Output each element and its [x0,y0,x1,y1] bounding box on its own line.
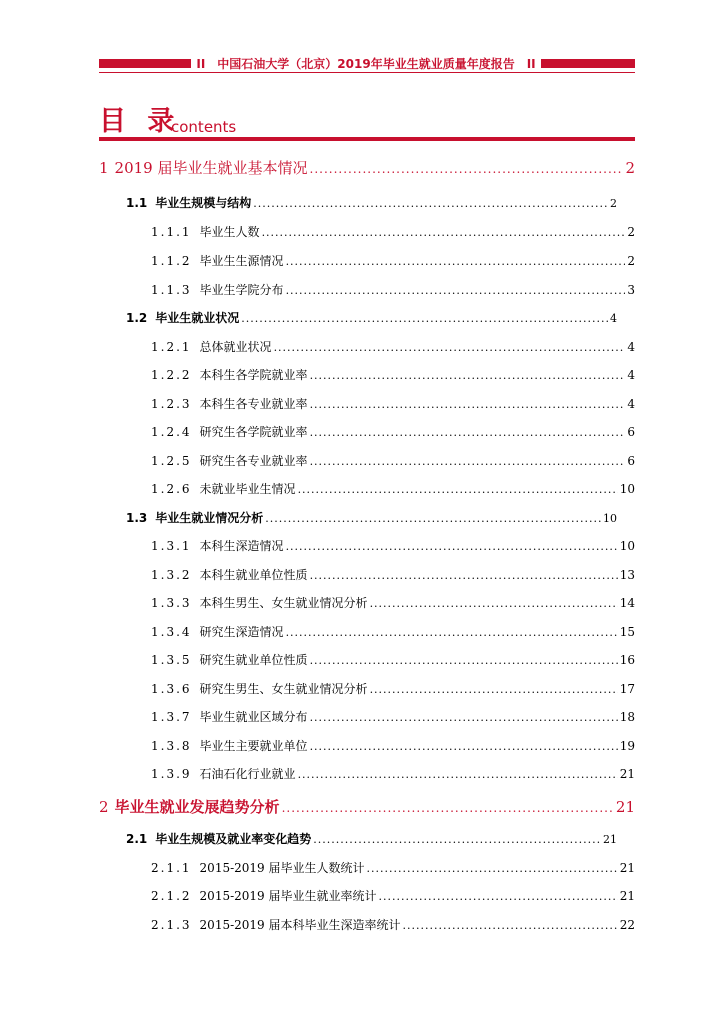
toc-entry-page: 2 [627,225,635,239]
toc-entry-2-1[interactable] [126,830,617,847]
toc-entry-number: 2 [99,798,109,816]
toc-entry-number: 2.1.2 [151,889,192,903]
toc-heading-main: 目 录 [99,106,181,137]
toc-entry-page: 2 [627,254,635,268]
toc-entry-page: 21 [619,889,635,903]
toc-entry-page: 2 [625,159,635,177]
toc-leader-dots [265,512,601,525]
toc-entry-title: 研究生男生、女生就业情况分析 [199,682,368,696]
header-rule [99,72,635,73]
toc-entry-1-3-3[interactable] [151,594,635,611]
toc-entry-page: 21 [615,798,635,816]
toc-entry-number: 1.3.6 [151,682,192,696]
toc-entry-1-3-4[interactable] [151,623,635,640]
toc-leader-dots [310,369,626,382]
toc-entry-title: 本科生各专业就业率 [199,397,308,411]
toc-entry-1-2-6[interactable] [151,480,635,497]
toc-entry-page: 10 [619,539,635,553]
toc-entry-page: 19 [619,739,635,753]
toc-entry-number: 1 [99,159,109,177]
toc-entry-page: 22 [619,918,635,932]
toc-entry-1-1-2[interactable] [151,252,635,269]
toc-leader-dots [310,398,626,411]
toc-entry-number: 2.1 [126,832,148,846]
toc-entry-number: 1.1.1 [151,225,192,239]
toc-leader-dots [310,455,626,468]
toc-entry-title: 毕业生就业情况分析 [155,511,264,525]
toc-entry-title: 毕业生就业发展趋势分析 [114,798,280,816]
toc-entry-number: 2.1.3 [151,918,192,932]
toc-entry-title: 研究生各学院就业率 [199,425,308,439]
toc-entry-page: 4 [627,397,635,411]
toc-entry-number: 1.3.1 [151,539,192,553]
toc-entry-title: 毕业生生源情况 [199,254,284,268]
toc-leader-dots [313,833,601,846]
toc-entry-title: 毕业生就业状况 [155,311,240,325]
toc-leader-dots [286,540,618,553]
toc-entry-1-1[interactable] [126,194,617,211]
toc-entry-page: 13 [619,568,635,582]
toc-entry-1-1-1[interactable] [151,223,635,240]
toc-entry-number: 1.3 [126,511,148,525]
toc-entry-title: 2015-2019 届本科毕业生深造率统计 [199,918,401,932]
toc-entry-title: 本科生男生、女生就业情况分析 [199,596,368,610]
toc-entry-number: 1.3.2 [151,568,192,582]
toc-entry-1-3-5[interactable] [151,651,635,668]
toc-leader-dots [298,768,618,781]
toc-entry-number: 1.1 [126,196,148,210]
toc-entry-number: 1.3.4 [151,625,192,639]
toc-entry-number: 1.1.3 [151,283,192,297]
toc-entry-1-2-2[interactable] [151,366,635,383]
toc-leader-dots [370,683,618,696]
toc-entry-page: 6 [627,425,635,439]
toc-entry-title: 2019 届毕业生就业基本情况 [114,159,308,177]
toc-entry-title: 2015-2019 届毕业生就业率统计 [199,889,377,903]
toc-leader-dots [282,801,614,815]
toc-entry-page: 3 [627,283,635,297]
toc-entry-title: 2015-2019 届毕业生人数统计 [199,861,365,875]
toc-entry-1-2-3[interactable] [151,395,635,412]
toc-entry-1-3-6[interactable] [151,680,635,697]
toc-leader-dots [379,890,618,903]
toc-entry-1-3-1[interactable] [151,537,635,554]
toc-entry-title: 石油石化行业就业 [199,767,296,781]
toc-leader-dots [403,919,618,932]
toc-entry-page: 15 [619,625,635,639]
header-title: II 中国石油大学（北京）2019年毕业生就业质量年度报告 II [196,57,536,71]
toc-leader-dots [298,483,618,496]
toc-entry-1-2-5[interactable] [151,452,635,469]
toc-leader-dots [274,341,626,354]
toc-leader-dots [286,626,618,639]
toc-leader-dots [286,284,626,297]
toc-entry-1-2-4[interactable] [151,423,635,440]
toc-entry-title: 本科生各学院就业率 [199,368,308,382]
toc-entry-page: 21 [619,861,635,875]
toc-entry-1-3-2[interactable] [151,566,635,583]
toc-entry-page: 18 [619,710,635,724]
toc-entry-2-1-3[interactable] [151,916,635,933]
toc-entry-number: 1.2.3 [151,397,192,411]
toc-entry-number: 1.3.9 [151,767,192,781]
toc-leader-dots [310,569,618,582]
toc-entry-title: 总体就业状况 [199,340,272,354]
toc-entry-number: 1.3.8 [151,739,192,753]
toc-entry-title: 研究生各专业就业率 [199,454,308,468]
toc-entry-page: 16 [619,653,635,667]
toc-entry-page: 2 [610,197,617,210]
toc-entry-2-1-2[interactable] [151,887,635,904]
toc-entry-page: 10 [619,482,635,496]
toc-leader-dots [310,654,618,667]
toc-entry-page: 10 [603,512,617,525]
toc-leader-dots [310,162,624,176]
toc-entry-title: 毕业生主要就业单位 [199,739,308,753]
toc-entry-number: 1.3.3 [151,596,192,610]
toc-entry-1-3[interactable] [126,509,617,526]
toc-entry-2-1-1[interactable] [151,859,635,876]
toc-entry-page: 21 [619,767,635,781]
toc-entry-1-3-8[interactable] [151,737,635,754]
toc-entry-1-3-7[interactable] [151,708,635,725]
toc-entry-title: 毕业生就业区域分布 [199,710,308,724]
toc-entry-title: 毕业生规模及就业率变化趋势 [155,832,312,846]
toc-entry-1-1-3[interactable] [151,281,635,298]
header-bar-right [541,59,635,68]
toc-entry-number: 1.3.7 [151,710,192,724]
toc-heading-rule [99,137,635,141]
toc-leader-dots [370,597,618,610]
toc-entry-title: 毕业生规模与结构 [155,196,252,210]
toc-entry-title: 未就业毕业生情况 [199,482,296,496]
toc-entry-1-2[interactable] [126,309,617,326]
toc-entry-number: 2.1.1 [151,861,192,875]
toc-entry-title: 毕业生人数 [199,225,260,239]
toc-leader-dots [310,426,626,439]
toc-entry-1-2-1[interactable] [151,338,635,355]
page-header [99,54,635,76]
toc-leader-dots [253,197,608,210]
toc-entry-title: 本科生就业单位性质 [199,568,308,582]
toc-entry-number: 1.2.6 [151,482,192,496]
toc-entry-page: 4 [627,340,635,354]
toc-entry-page: 4 [627,368,635,382]
toc-leader-dots [286,255,626,268]
toc-entry-1[interactable] [99,157,635,178]
toc-entry-page: 4 [610,312,617,325]
toc-entry-2[interactable] [99,796,635,817]
toc-leader-dots [241,312,608,325]
toc-entry-number: 1.3.5 [151,653,192,667]
header-bar-left [99,59,191,68]
toc-entry-title: 研究生就业单位性质 [199,653,308,667]
toc-entry-title: 研究生深造情况 [199,625,284,639]
toc-entry-page: 14 [619,596,635,610]
toc-entry-page: 21 [603,833,617,846]
toc-leader-dots [367,862,618,875]
toc-entry-number: 1.1.2 [151,254,192,268]
toc-entry-number: 1.2.1 [151,340,192,354]
toc-entry-page: 17 [619,682,635,696]
toc-entry-number: 1.2.5 [151,454,192,468]
toc-leader-dots [310,711,618,724]
toc-heading [99,106,635,140]
toc-leader-dots [310,740,618,753]
toc-heading-sub: contents [171,118,237,136]
toc-entry-title: 本科生深造情况 [199,539,284,553]
toc-entry-title: 毕业生学院分布 [199,283,284,297]
toc-entry-number: 1.2.2 [151,368,192,382]
toc-entry-number: 1.2 [126,311,148,325]
toc-leader-dots [262,226,626,239]
toc-entry-page: 6 [627,454,635,468]
toc-entry-1-3-9[interactable] [151,765,635,782]
toc-entry-number: 1.2.4 [151,425,192,439]
